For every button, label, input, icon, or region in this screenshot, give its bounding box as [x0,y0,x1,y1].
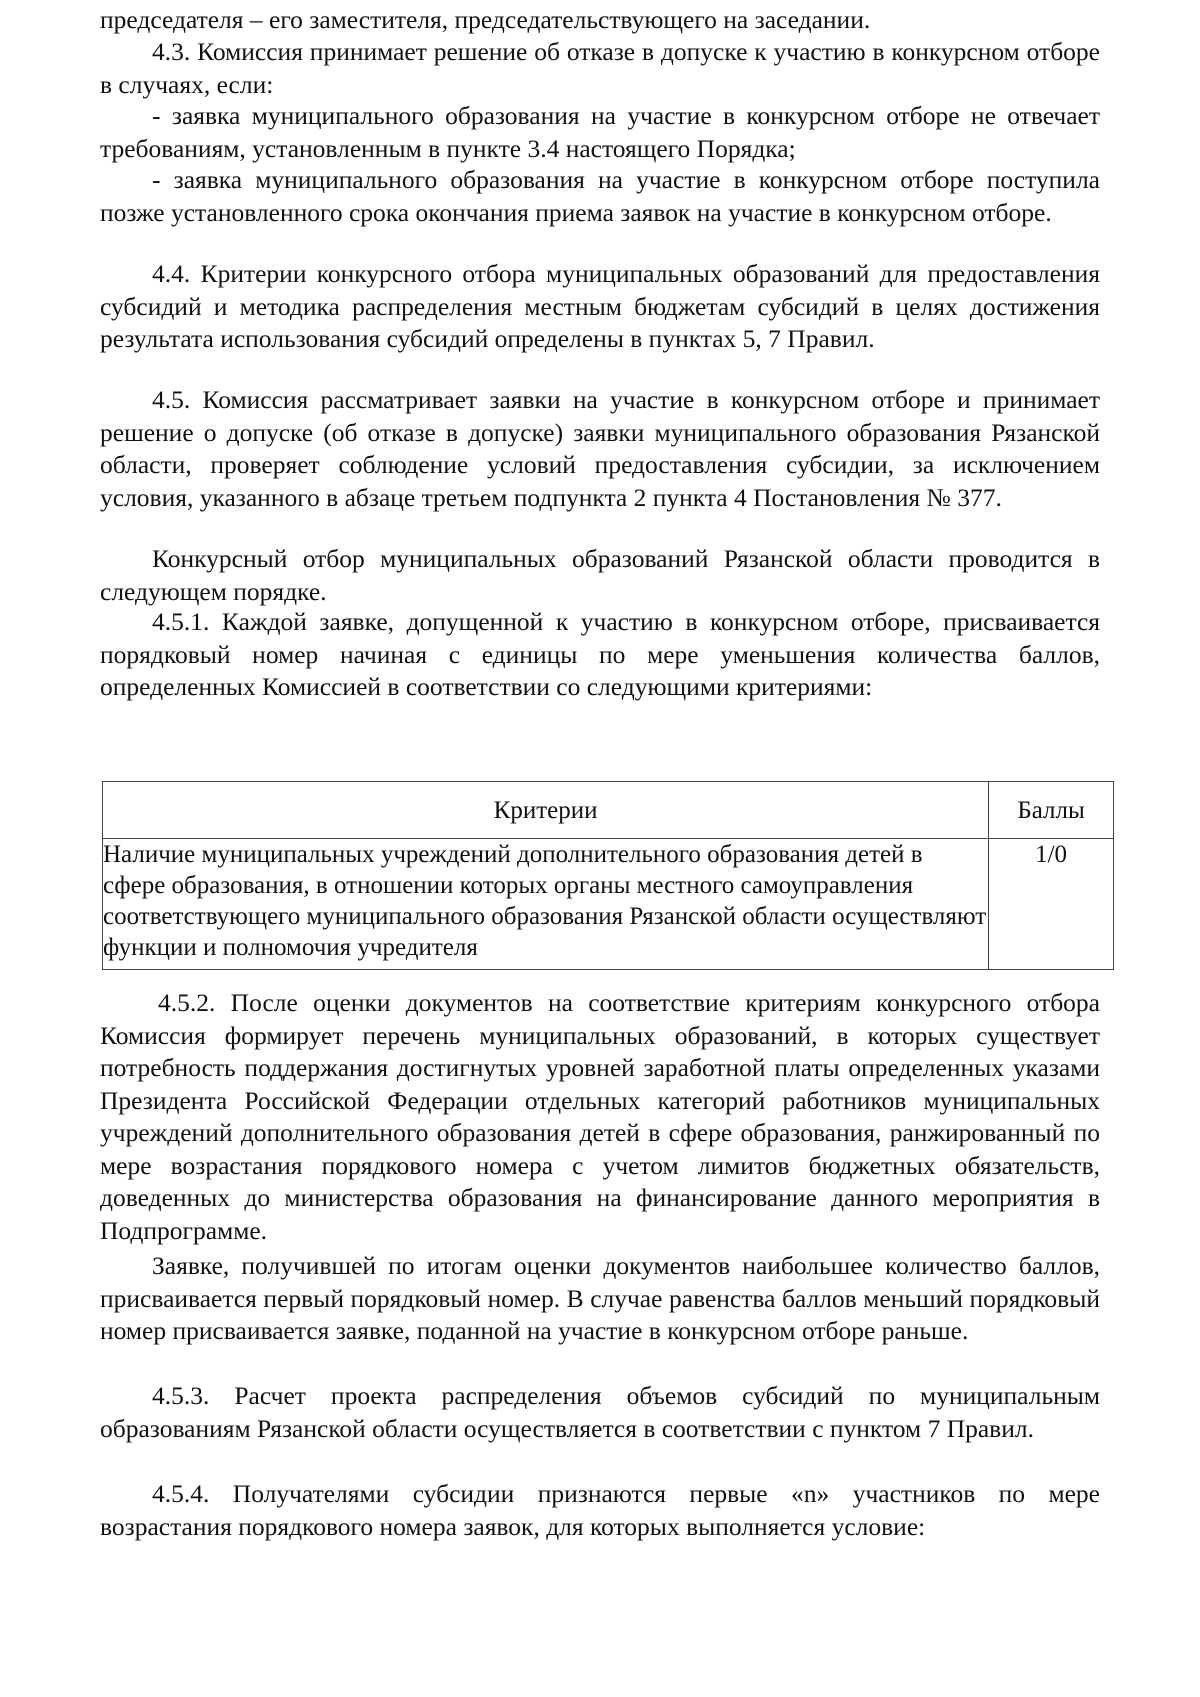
header-score: Баллы [989,782,1114,839]
paragraph-contest-order: Конкурсный отбор муниципальных образований Рязанской области проводится в следующем порядке. [100,544,1100,606]
criterion-score: 1/0 [989,839,1114,970]
paragraph-4-5-1: 4.5.1. Каждой заявке, допущенной к участию в конкурсном отборе, присваивается порядковый номер начиная с единицы по мере уменьшения количества баллов, определенных Комиссией в соответствии со следующими критериями: [100,607,1100,701]
paragraph-4-4: 4.4. Критерии конкурсного отбора муниципальных образований для предоставления субсидий и методика распределения местным бюджетам субсидий в целях достижения результата использования субсидий определены в пунктах 5, 7 Правил. [100,259,1100,353]
table-header-row [103,782,1114,839]
paragraph-4-3-item-deadline: - заявка муниципального образования на участие в конкурсном отборе поступила позже установленного срока окончания приема заявок на участие в конкурсном отборе. [100,165,1100,227]
paragraph-4-3-item-requirements: - заявка муниципального образования на участие в конкурсном отборе не отвечает требованиям, установленным в пункте 3.4 настоящего Порядка; [100,101,1100,163]
table-row [103,839,1114,970]
paragraph-4-3: 4.3. Комиссия принимает решение об отказе в допуске к участию в конкурсном отборе в случаях, если: [100,37,1100,99]
paragraph-ranking: Заявке, получившей по итогам оценки документов наибольшее количество баллов, присваивается первый порядковый номер. В случае равенства баллов меньший порядковый номер присваивается заявке, поданной на участие в конкурсном отборе раньше. [100,1251,1100,1345]
paragraph-chair-continuation: председателя – его заместителя, председательствующего на заседании. [100,5,871,34]
paragraph-4-5-2: 4.5.2. После оценки документов на соответствие критериям конкурсного отбора Комиссия формирует перечень муниципальных образований, в которых существует потребность поддержания достигнутых уровней заработной платы определенных указами Президента Российской Федерации отдельных категорий работников муниципальных учреждений дополнительного образования детей в сфере образования, ранжированный по мере возрастания порядкового номера с учетом лимитов бюджетных обязательств, доведенных до министерства образования на финансирование данного мероприятия в Подпрограмме. [100,988,1100,1245]
header-criteria: Критерии [103,782,989,839]
paragraph-4-5: 4.5. Комиссия рассматривает заявки на участие в конкурсном отборе и принимает решение о допуске (об отказе в допуске) заявки муниципального образования Рязанской области, проверяет соблюдение условий предоставления субсидии, за исключением условия, указанного в абзаце третьем подпункта 2 пункта 4 Постановления № 377. [100,385,1100,512]
criteria-table [102,781,1114,970]
criterion-text: Наличие муниципальных учреждений дополнительного образования детей в сфере образования, в отношении которых органы местного самоуправления соответствующего муниципального образования Рязанской области осуществляют функции и полномочия учредителя [103,839,989,970]
paragraph-4-5-3: 4.5.3. Расчет проекта распределения объемов субсидий по муниципальным образованиям Рязанской области осуществляется в соответствии с пунктом 7 Правил. [100,1381,1100,1443]
paragraph-4-5-4: 4.5.4. Получателями субсидии признаются первые «n» участников по мере возрастания порядкового номера заявок, для которых выполняется условие: [100,1479,1100,1541]
